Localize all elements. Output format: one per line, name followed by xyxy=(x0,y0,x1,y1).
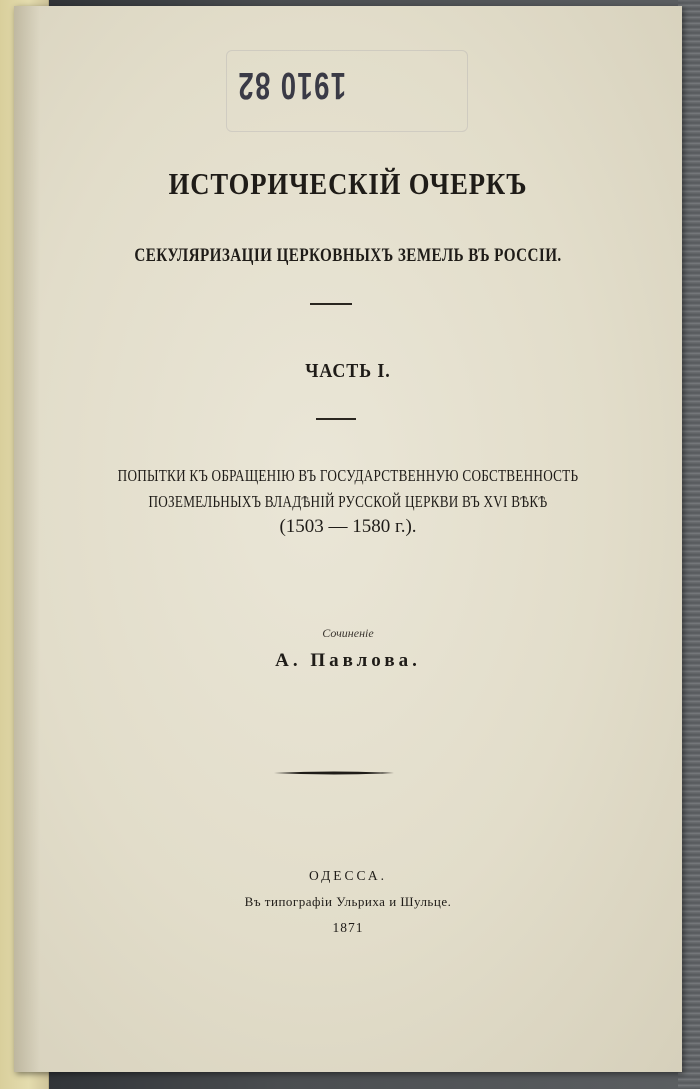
publication-city: ОДЕССА. xyxy=(309,868,387,883)
description-line-1: ПОПЫТКИ КЪ ОБРАЩЕНІЮ ВЪ ГОСУДАРСТВЕННУЮ СОБСТВЕННОСТЬ xyxy=(117,466,579,485)
publication-year: 1871 xyxy=(332,920,364,935)
description-line-2: ПОЗЕМЕЛЬНЫХЪ ВЛАДѢНІЙ РУССКОЙ ЦЕРКВИ ВЪ XVI ВѢКѢ xyxy=(148,492,548,511)
book-subtitle: СЕКУЛЯРИЗАЦІИ ЦЕРКОВНЫХЪ ЗЕМЕЛЬ ВЪ РОССІИ. xyxy=(134,246,562,266)
divider-rule-1 xyxy=(310,303,352,305)
page-gutter-shadow xyxy=(14,6,40,1072)
part-heading: ЧАСТЬ I. xyxy=(305,360,391,382)
printer-line: Въ типографіи Ульриха и Шульце. xyxy=(244,894,452,909)
catalog-number: 1910 82 xyxy=(237,64,346,106)
author-name: А. Павлова. xyxy=(275,650,421,671)
title-page xyxy=(14,6,682,1072)
date-range: (1503 — 1580 г.). xyxy=(279,516,417,537)
ornamental-rule xyxy=(274,770,394,776)
divider-rule-2 xyxy=(316,418,356,420)
book-title: ИСТОРИЧЕСКІЙ ОЧЕРКЪ xyxy=(168,166,528,201)
author-label: Сочиненіе xyxy=(322,626,374,640)
